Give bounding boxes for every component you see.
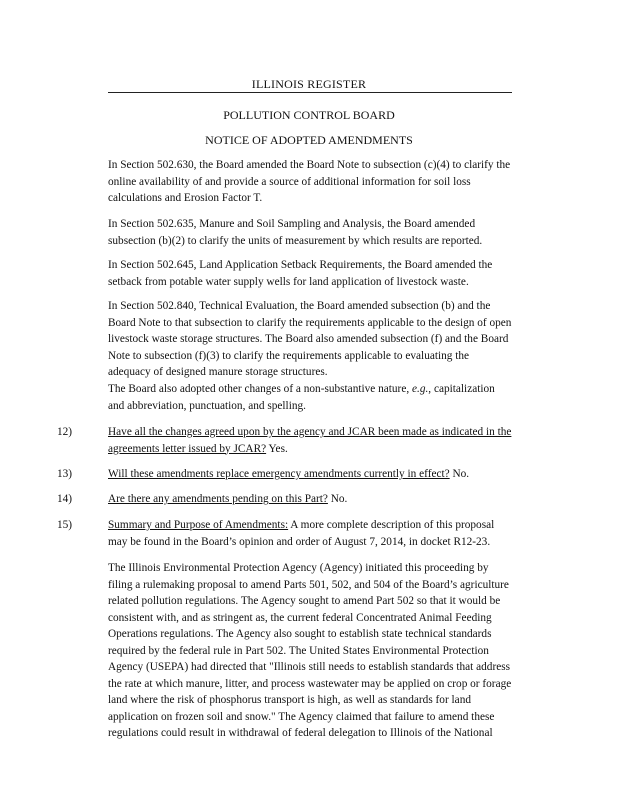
item-text [108, 466, 513, 483]
item-answer: Yes. [266, 442, 288, 455]
item-answer: No. [449, 468, 470, 480]
register-title: ILLINOIS REGISTER [251, 77, 367, 91]
item-answer: No. [327, 493, 348, 505]
para5-before: The Board also adopted other changes of a non-substantive nature, [108, 383, 412, 395]
paragraph-section-502-635: In Section 502.635, Manure and Soil Sampling and Analysis, the Board amended subsection (b)(2) to clarify the units of measurement by which results are reported. [108, 218, 483, 247]
item-text [108, 424, 513, 457]
paragraph-section-502-840: In Section 502.840, Technical Evaluation, the Board amended subsection (b) and the Board Note to that subsection to clarify the requirements applicable to the design of open livestock waste storage structures. The Board also amended subsection (f) and the Board Note to subsection (f)(3) to clarify the requirements applicable to evaluating the adequacy of designed manure storage structures. [108, 300, 512, 378]
paragraph-section-502-645: In Section 502.645, Land Application Setback Requirements, the Board amended the setback from potable water supply wells for land application of livestock waste. [108, 259, 493, 288]
paragraph-summary-body: The Illinois Environmental Protection Agency (Agency) initiated this proceeding by filing a rulemaking proposal to amend Parts 501, 502, and 504 of the Board’s agriculture related pollution regulations. The Agency sought to amend Part 502 so that it would be consistent with, and as stringent as, the current federal Concentrated Animal Feeding Operations regulations. The Agency also sought to establish state technical standards required by the federal rule in Part 502. The United States Environmental Protection Agency (USEPA) had directed that "Illinois still needs to establish standards that address the rate at which manure, litter, and process wastewater may be applied on crop or forage land where the risk of phosphorus transport is high, as well as standards for land application on frozen soil and snow." The Agency claimed that failure to amend these regulations could result in withdrawal of federal delegation to Illinois of the National [108, 562, 512, 739]
para5-after: , capitalization and abbreviation, punctuation, and spelling. [108, 383, 495, 412]
item-number: 12) [57, 426, 73, 438]
item-answer: A more complete description of this proposal may be found in the Board’s opinion and order of August 7, 2014, in docket R12-23. [108, 519, 495, 548]
item-question: Have all the changes agreed upon by the agency and JCAR been made as indicated in the agreements letter issued by JCAR? [108, 426, 512, 455]
header-divider [108, 92, 512, 93]
para5-eg: e.g. [411, 383, 429, 395]
item-number: 14) [57, 493, 73, 505]
item-question: Will these amendments replace emergency amendments currently in effect? [108, 468, 450, 480]
paragraph-section-502-630: In Section 502.630, the Board amended the Board Note to subsection (c)(4) to clarify the online availability of and provide a source of additional information for soil loss calculations and Erosion Factor T. [108, 159, 511, 204]
notice-title: NOTICE OF ADOPTED AMENDMENTS [205, 133, 413, 147]
item-question: Are there any amendments pending on this Part? [108, 493, 328, 505]
item-question: Summary and Purpose of Amendments: [108, 519, 289, 531]
item-text [108, 517, 513, 550]
item-text [108, 491, 513, 508]
paragraph-non-substantive [108, 381, 513, 414]
item-number: 15) [57, 519, 73, 531]
agency-name: POLLUTION CONTROL BOARD [223, 108, 395, 122]
item-number: 13) [57, 468, 73, 480]
